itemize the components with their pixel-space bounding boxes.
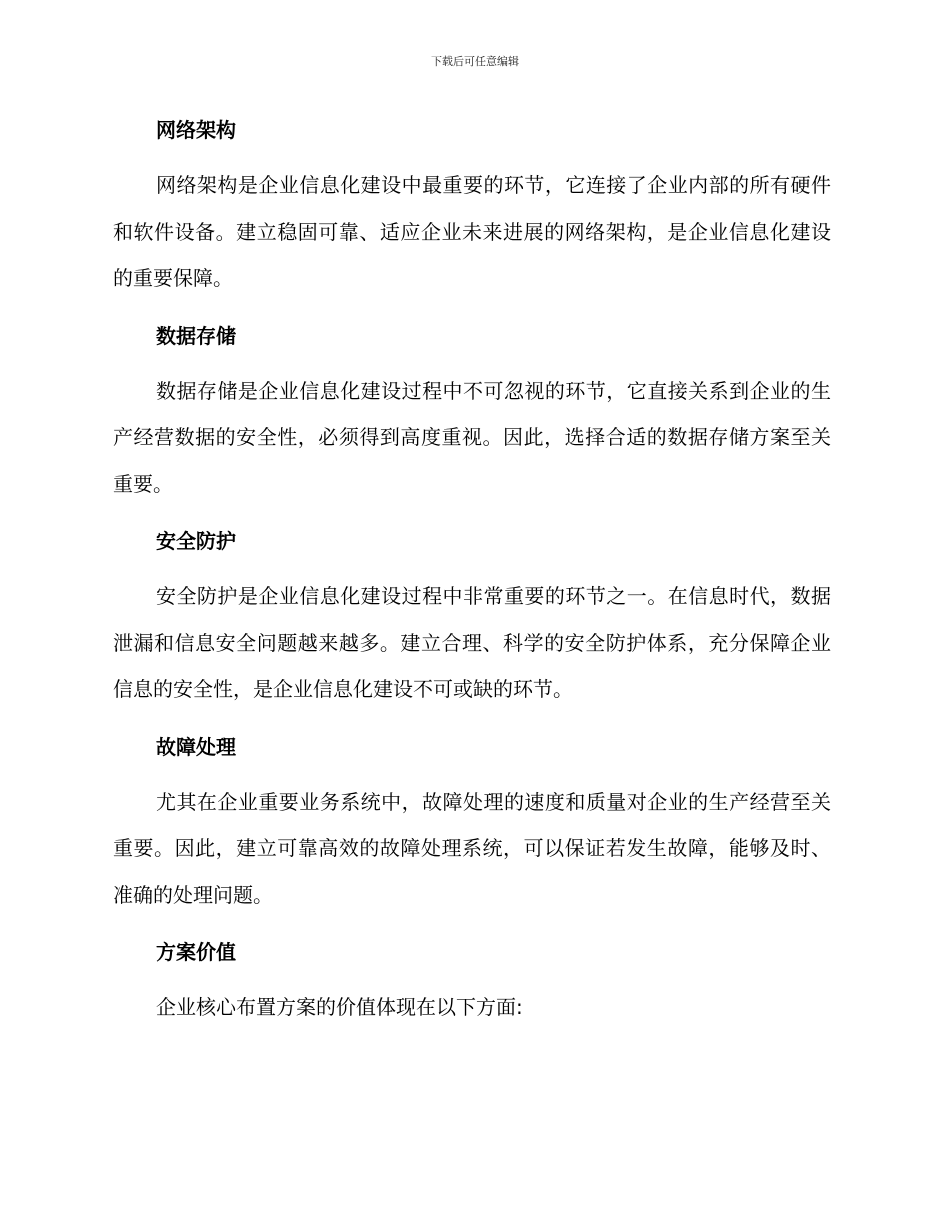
section-data-storage bbox=[113, 318, 831, 508]
section-network-architecture bbox=[113, 112, 831, 302]
section-fault-handling bbox=[113, 729, 831, 919]
section-heading: 方案价值 bbox=[156, 940, 236, 964]
page-header-note: 下载后可任意编辑 bbox=[431, 55, 519, 68]
document-body bbox=[113, 112, 831, 1047]
section-paragraph: 安全防护是企业信息化建设过程中非常重要的环节之一。在信息时代，数据泄漏和信息安全问题越来越多。建立合理、科学的安全防护体系，充分保障企业信息的安全性，是企业信息化建设不可或缺的环节。 bbox=[113, 584, 831, 701]
section-paragraph: 网络架构是企业信息化建设中最重要的环节，它连接了企业内部的所有硬件和软件设备。建立稳固可靠、适应企业未来进展的网络架构，是企业信息化建设的重要保障。 bbox=[113, 173, 831, 290]
section-heading: 网络架构 bbox=[156, 118, 236, 142]
section-heading: 故障处理 bbox=[156, 734, 236, 759]
section-heading: 安全防护 bbox=[156, 529, 236, 553]
section-paragraph: 数据存储是企业信息化建设过程中不可忽视的环节，它直接关系到企业的生产经营数据的安全性，必须得到高度重视。因此，选择合适的数据存储方案至关重要。 bbox=[113, 378, 831, 496]
section-security bbox=[113, 523, 831, 713]
section-solution-value bbox=[113, 934, 831, 1031]
section-paragraph: 尤其在企业重要业务系统中，故障处理的速度和质量对企业的生产经营至关重要。因此，建立可靠高效的故障处理系统，可以保证若发生故障，能够及时、准确的处理问题。 bbox=[113, 789, 831, 907]
section-paragraph: 企业核心布置方案的价值体现在以下方面: bbox=[156, 995, 523, 1019]
section-heading: 数据存储 bbox=[156, 323, 236, 348]
